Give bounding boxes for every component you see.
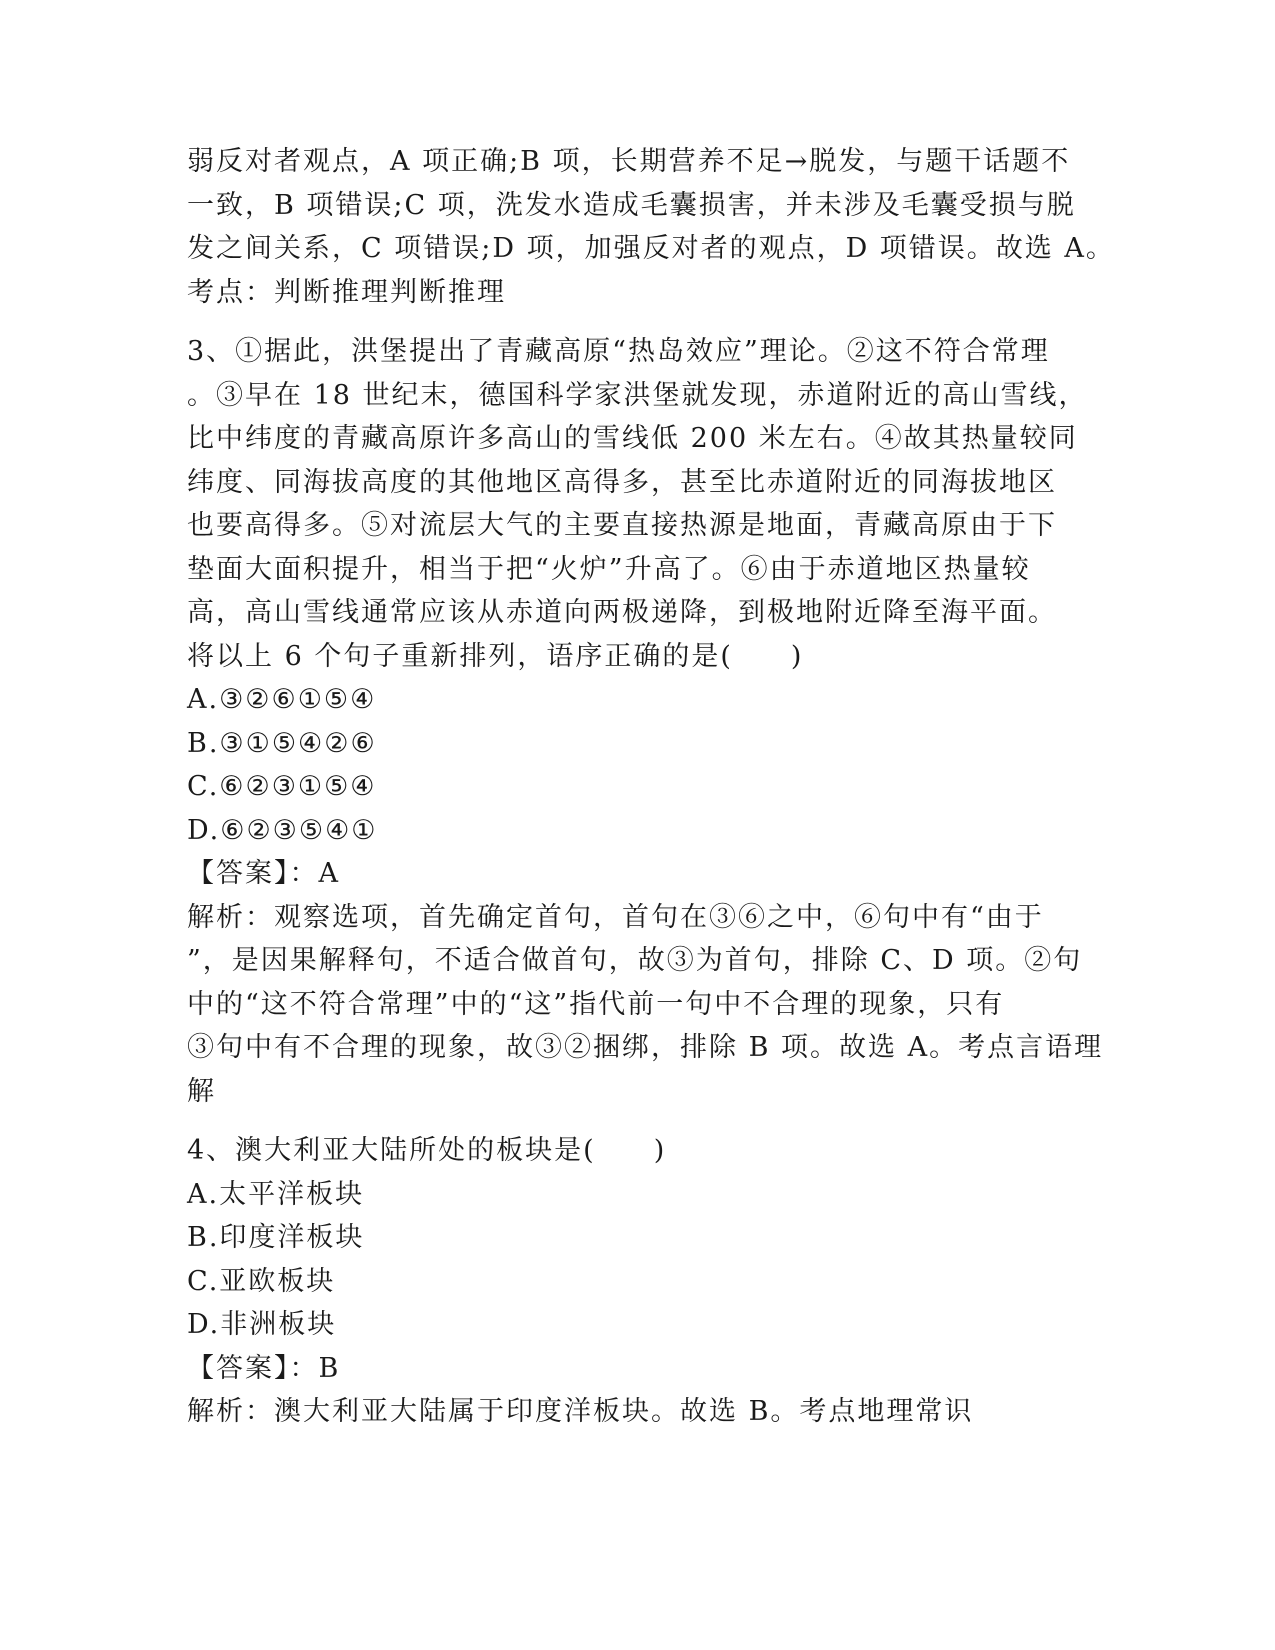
option-c: C.⑥②③①⑤④: [187, 771, 377, 802]
question-stem-line: 4、澳大利亚大陆所处的板块是( ): [187, 1135, 667, 1166]
analysis-line: 中的“这不符合常理”中的“这”指代前一句中不合理的现象，只有: [187, 988, 1005, 1020]
analysis-line: 发之间关系，C 项错误;D 项，加强反对者的观点，D 项错误。故选 A。: [187, 233, 1115, 264]
option-b: B.印度洋板块: [187, 1222, 365, 1253]
question-stem-line: 3、①据此，洪堡提出了青藏高原“热岛效应”理论。②这不符合常理: [187, 336, 1050, 367]
option-a: A.③②⑥①⑤④: [187, 684, 377, 715]
answer-key: 【答案】：B: [187, 1352, 341, 1384]
document-page: [187, 140, 1115, 1434]
question-stem-line: 纬度、同海拔高度的其他地区高得多，甚至比赤道附近的同海拔地区: [187, 466, 1057, 498]
option-d: D.⑥②③⑤④①: [187, 814, 378, 846]
option-c: C.亚欧板块: [187, 1265, 336, 1297]
question-2-analysis-tail: [187, 140, 1115, 314]
question-stem-line: 也要高得多。⑤对流层大气的主要直接热源是地面，青藏高原由于下: [187, 510, 1057, 541]
option-a: A.太平洋板块: [187, 1178, 365, 1210]
analysis-line: 解: [187, 1075, 216, 1107]
question-stem-line: 。③早在 18 世纪末，德国科学家洪堡就发现，赤道附近的高山雪线，: [187, 379, 1088, 411]
option-b: B.③①⑤④②⑥: [187, 727, 377, 759]
topic-line: 考点：判断推理判断推理: [187, 276, 506, 308]
analysis-line: 解析：澳大利亚大陆属于印度洋板块。故选 B。考点地理常识: [187, 1396, 974, 1427]
analysis-line: ”，是因果解释句，不适合做首句，故③为首句，排除 C、D 项。②句: [187, 945, 1083, 976]
question-4: [187, 1129, 1087, 1434]
option-d: D.非洲板块: [187, 1309, 337, 1340]
question-stem-line: 垫面大面积提升，相当于把“火炉”升高了。⑥由于赤道地区热量较: [187, 553, 1031, 585]
question-stem-line: 比中纬度的青藏高原许多高山的雪线低 200 米左右。④故其热量较同: [187, 423, 1078, 454]
analysis-line: 解析：观察选项，首先确定首句，首句在③⑥之中，⑥句中有“由于: [187, 901, 1044, 933]
question-stem-line: 高，高山雪线通常应该从赤道向两极递降，到极地附近降至海平面。: [187, 597, 1057, 628]
analysis-line: ③句中有不合理的现象，故③②捆绑，排除 B 项。故选 A。考点言语理: [187, 1032, 1104, 1063]
analysis-line: 一致，B 项错误;C 项，洗发水造成毛囊损害，并未涉及毛囊受损与脱: [187, 189, 1076, 221]
analysis-line: 弱反对者观点，A 项正确;B 项，长期营养不足→脱发，与题干话题不: [187, 146, 1071, 177]
answer-key: 【答案】：A: [187, 858, 340, 889]
question-3: [187, 330, 1104, 1113]
question-stem-line: 将以上 6 个句子重新排列，语序正确的是( ): [187, 640, 804, 672]
